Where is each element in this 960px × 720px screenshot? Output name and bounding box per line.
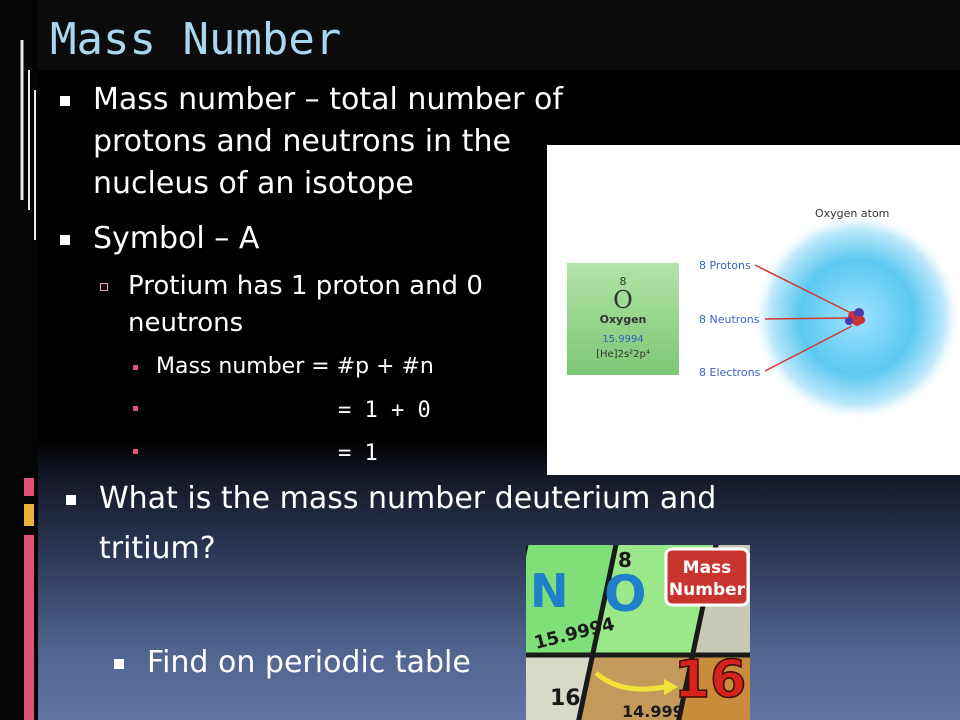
sub-bullet-protium-line1: Protium has 1 proton and 0 <box>128 271 483 301</box>
bullet-symbol: Symbol – A <box>93 221 260 256</box>
question-line2: tritium? <box>99 531 216 566</box>
bullet-mass-number-line2: protons and neutrons in the <box>93 124 511 159</box>
find-periodic-table: Find on periodic table <box>147 645 471 680</box>
atomic-number-8: 8 <box>618 548 632 572</box>
sub-bullet-square <box>100 283 108 291</box>
tile-name: Oxygen <box>599 313 647 326</box>
neutrons-label: 8 Neutrons <box>699 313 760 326</box>
periodic-tile-svg <box>526 545 750 720</box>
bullet-square <box>60 96 70 106</box>
symbol-fragment-o: O <box>604 565 647 623</box>
subsub-bullet <box>133 406 138 411</box>
badge-line2: Number <box>668 580 746 600</box>
cell-mass-value: 15.9994 <box>532 613 617 654</box>
calc-line-2: = 1 <box>338 441 378 466</box>
bullet-mass-number-line1: Mass number – total number of <box>93 82 563 117</box>
bullet-square <box>66 495 76 505</box>
bullet-mass-number-line3: nucleus of an isotope <box>93 166 414 201</box>
deco-pink-1 <box>24 478 34 496</box>
oxygen-diagram-svg <box>547 145 960 475</box>
oxygen-atom-label: Oxygen atom <box>815 207 890 220</box>
question-line1: What is the mass number deuterium and <box>99 481 717 516</box>
electrons-label: 8 Electrons <box>699 366 761 379</box>
oxygen-atom-diagram <box>547 145 960 475</box>
sub-bullet-protium-line2: neutrons <box>128 308 244 338</box>
symbol-fragment-n: N <box>530 564 569 618</box>
subsub-bullet <box>133 449 138 454</box>
corner-number: 16 <box>550 686 581 711</box>
tile-atomic-number: 8 <box>619 275 627 288</box>
deco-pink-2 <box>24 535 34 720</box>
formula-line: Mass number = #p + #n <box>156 354 434 379</box>
bullet-square <box>60 235 70 245</box>
calc-line-1: = 1 + 0 <box>338 398 431 423</box>
subsub-bullet <box>133 365 138 370</box>
badge-line1: Mass <box>682 558 732 578</box>
tile-mass: 15.9994 <box>602 334 644 345</box>
neutrons-pointer <box>765 318 847 319</box>
protons-label: 8 Protons <box>699 259 751 272</box>
decorative-lines <box>0 0 40 720</box>
slide-title: Mass Number <box>50 14 342 65</box>
deco-gold <box>24 504 34 526</box>
big-mass-number: 16 <box>674 650 747 710</box>
bullet-square <box>114 659 124 669</box>
bottom-fragment: 14.999 <box>622 702 684 720</box>
periodic-table-image <box>526 545 750 720</box>
tile-config: [He]2s²2p⁴ <box>596 349 650 360</box>
tile-symbol: O <box>613 286 633 314</box>
